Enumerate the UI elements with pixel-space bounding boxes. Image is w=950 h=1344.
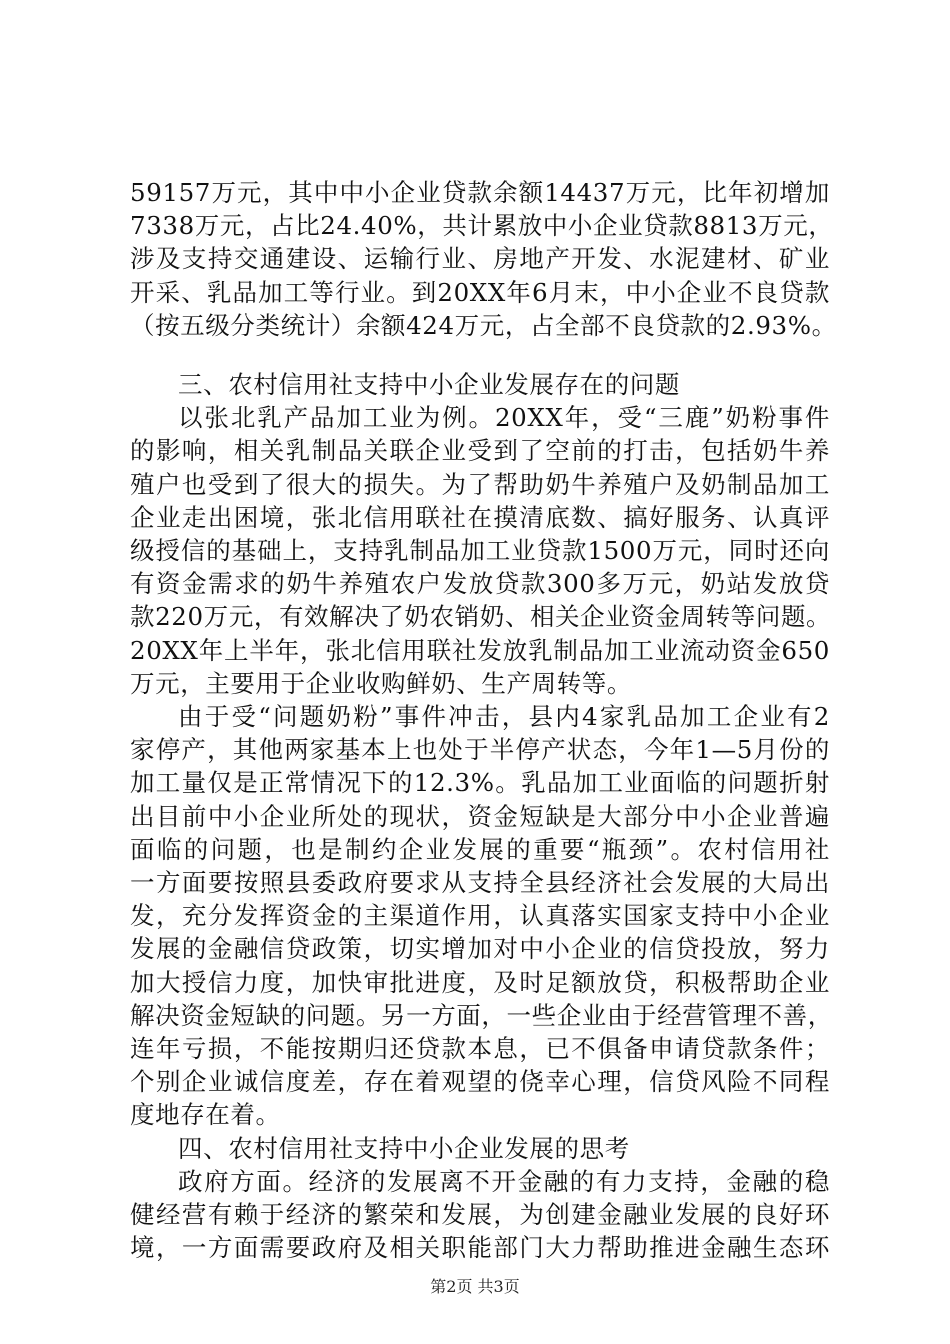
- text-line: 政府方面。经济的发展离不开金融的有力支持，金融的稳: [178, 1166, 830, 1196]
- text-line: 20XX年上半年，张北信用联社发放乳制品加工业流动资金650: [130, 635, 830, 665]
- text-line: 开采、乳品加工等行业。到20XX年6月末，中小企业不良贷款: [130, 277, 830, 307]
- text-line: 级授信的基础上，支持乳制品加工业贷款1500万元，同时还向: [130, 536, 830, 565]
- text-line: 由于受“问题奶粉”事件冲击，县内4家乳品加工企业有2: [178, 702, 830, 731]
- text-line: 59157万元，其中中小企业贷款余额14437万元，比年初增加: [130, 178, 830, 207]
- text-line: 以张北乳产品加工业为例。20XX年，受“三鹿”奶粉事件: [178, 403, 830, 433]
- text-line: 万元，主要用于企业收购鲜奶、生产周转等。: [130, 668, 632, 698]
- text-line: 家停产，其他两家基本上也处于半停产状态，今年1—5月份的: [130, 735, 830, 765]
- text-line: 发，充分发挥资金的主渠道作用，认真落实国家支持中小企业: [130, 901, 830, 931]
- text-line: 解决资金短缺的问题。另一方面，一些企业由于经营管理不善，: [130, 1000, 833, 1030]
- section-heading-4: 四、农村信用社支持中小企业发展的思考: [178, 1133, 630, 1163]
- text-line: 度地存在着。: [130, 1100, 281, 1130]
- text-line: 境，一方面需要政府及相关职能部门大力帮助推进金融生态环: [130, 1233, 830, 1263]
- text-line: （按五级分类统计）余额424万元，占全部不良贷款的2.93%。: [130, 310, 837, 340]
- text-line: 面临的问题，也是制约企业发展的重要“瓶颈”。农村信用社: [130, 834, 830, 864]
- text-line: 连年亏损，不能按期归还贷款本息，已不俱备申请贷款条件；: [130, 1034, 830, 1063]
- text-line: 一方面要按照县委政府要求从支持全县经济社会发展的大局出: [130, 868, 830, 897]
- text-line: 发展的金融信贷政策，切实增加对中小企业的信贷投放，努力: [130, 934, 830, 964]
- text-line: 款220万元，有效解决了奶农销奶、相关企业资金周转等问题。: [130, 602, 832, 632]
- section-heading-3: 三、农村信用社支持中小企业发展存在的问题: [178, 370, 680, 399]
- text-line: 加工量仅是正常情况下的12.3%。乳品加工业面临的问题折射: [130, 768, 830, 798]
- text-line: 加大授信力度，加快审批进度，及时足额放贷，积极帮助企业: [130, 967, 830, 997]
- text-line: 7338万元，占比24.40%，共计累放中小企业贷款8813万元，: [130, 211, 834, 241]
- text-line: 个别企业诚信度差，存在着观望的侥幸心理，信贷风险不同程: [130, 1067, 830, 1097]
- text-line: 的影响，相关乳制品关联企业受到了空前的打击，包括奶牛养: [130, 436, 830, 466]
- text-line: 企业走出困境，张北信用联社在摸清底数、搞好服务、认真评: [130, 502, 830, 532]
- page-footer: 第2页 共3页: [430, 1277, 520, 1296]
- text-line: 有资金需求的奶牛养殖农户发放贷款300多万元，奶站发放贷: [130, 569, 830, 599]
- text-line: 健经营有赖于经济的繁荣和发展，为创建金融业发展的良好环: [130, 1200, 830, 1229]
- text-line: 涉及支持交通建设、运输行业、房地产开发、水泥建材、矿业: [130, 244, 830, 274]
- text-line: 出目前中小企业所处的现状，资金短缺是大部分中小企业普遍: [130, 801, 830, 831]
- text-line: 殖户也受到了很大的损失。为了帮助奶牛养殖户及奶制品加工: [130, 469, 830, 499]
